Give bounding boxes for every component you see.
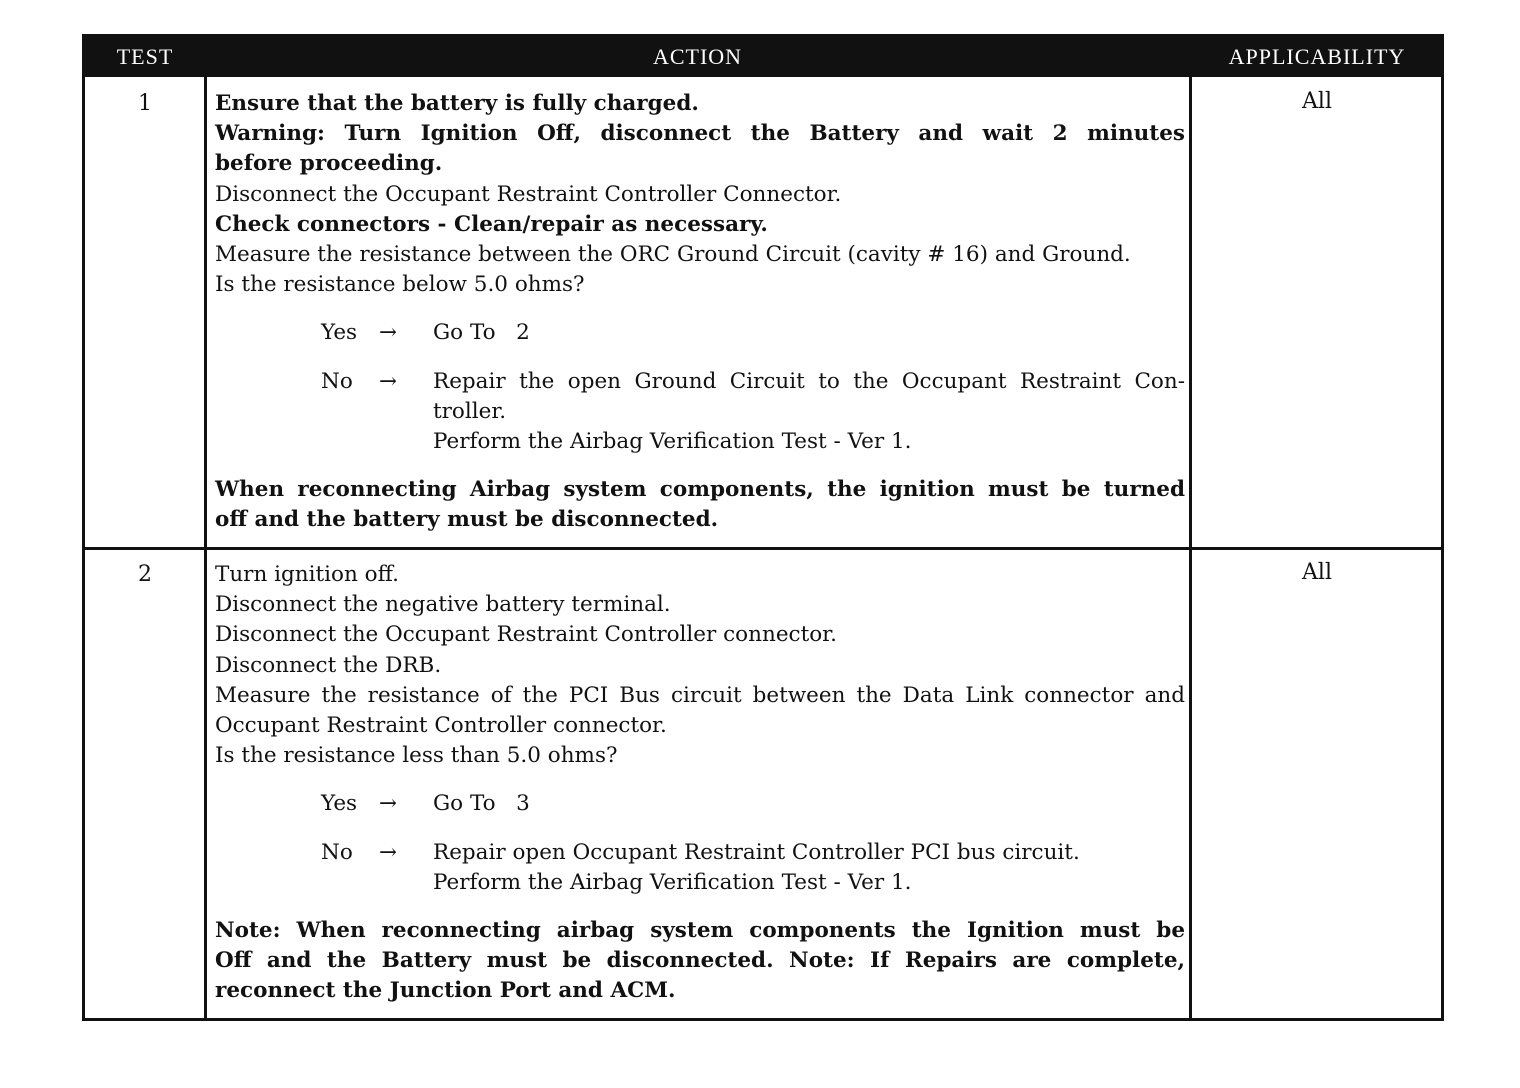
arrow-icon: → <box>379 320 398 346</box>
no-result-line: troller. <box>433 398 507 424</box>
row-divider <box>85 547 1441 550</box>
no-result <box>433 838 1185 898</box>
action-line: Ensure that the battery is fully charged. <box>215 91 699 116</box>
diagnostic-test-table <box>82 34 1444 1021</box>
no-result <box>433 367 1185 458</box>
no-result-line: Repair open Occupant Restraint Controller PCI bus circuit. <box>433 839 1080 865</box>
header-test: TEST <box>116 44 174 69</box>
no-branch <box>215 367 1185 458</box>
note-line: reconnect the Junction Port and ACM. <box>215 978 676 1004</box>
table-header <box>85 37 1441 77</box>
action-line: Check connectors - Clean/repair as necessary. <box>215 211 768 237</box>
action-line: Turn ignition off. <box>215 562 399 587</box>
yes-branch <box>215 318 1185 348</box>
yes-result: Go To 2 <box>433 320 530 346</box>
action-cell-2 <box>215 560 1185 1007</box>
action-line: before proceeding. <box>215 151 443 177</box>
no-branch <box>215 838 1185 898</box>
yes-result: Go To 3 <box>433 791 530 817</box>
action-line: Measure the resistance of the PCI Bus circuit between the Data Link connector and <box>215 682 1185 708</box>
header-action: ACTION <box>652 44 743 69</box>
action-line: Disconnect the Occupant Restraint Controller connector. <box>215 622 837 648</box>
action-line: Disconnect the Occupant Restraint Controller Connector. <box>215 181 842 207</box>
no-result-line: Perform the Airbag Verification Test - Ver 1. <box>433 869 912 895</box>
action-line: Is the resistance less than 5.0 ohms? <box>215 743 618 769</box>
no-label: No <box>321 368 353 394</box>
no-label: No <box>321 839 353 865</box>
applicability-1: All <box>1302 89 1332 114</box>
arrow-icon: → <box>379 791 398 817</box>
action-line: Measure the resistance between the ORC Ground Circuit (cavity # 16) and Ground. <box>215 242 1131 268</box>
no-result-line: Perform the Airbag Verification Test - Ver 1. <box>433 429 912 455</box>
yes-label: Yes <box>321 791 358 817</box>
no-result-line: Repair the open Ground Circuit to the Occupant Restraint Con- <box>433 368 1185 394</box>
yes-label: Yes <box>321 320 358 346</box>
yes-branch <box>215 789 1185 819</box>
arrow-icon: → <box>379 368 398 394</box>
action-line: Disconnect the negative battery terminal. <box>215 592 671 618</box>
action-line: Warning: Turn Ignition Off, disconnect the Battery and wait 2 minutes <box>215 121 1185 147</box>
note-line: When reconnecting Airbag system components, the ignition must be turned <box>215 477 1185 503</box>
note-line: off and the battery must be disconnected. <box>215 507 719 533</box>
note-line: Off and the Battery must be disconnected. Note: If Repairs are complete, <box>215 948 1185 974</box>
arrow-icon: → <box>379 839 398 865</box>
test-number-2: 2 <box>138 562 152 587</box>
header-applicability: APPLICABILITY <box>1228 44 1406 69</box>
applicability-2: All <box>1302 560 1332 585</box>
action-line: Disconnect the DRB. <box>215 652 442 678</box>
action-line: Occupant Restraint Controller connector. <box>215 713 667 739</box>
action-cell-1 <box>215 89 1185 536</box>
action-line: Is the resistance below 5.0 ohms? <box>215 272 585 298</box>
test-number-1: 1 <box>138 91 152 116</box>
note-line: Note: When reconnecting airbag system components the Ignition must be <box>215 918 1185 944</box>
